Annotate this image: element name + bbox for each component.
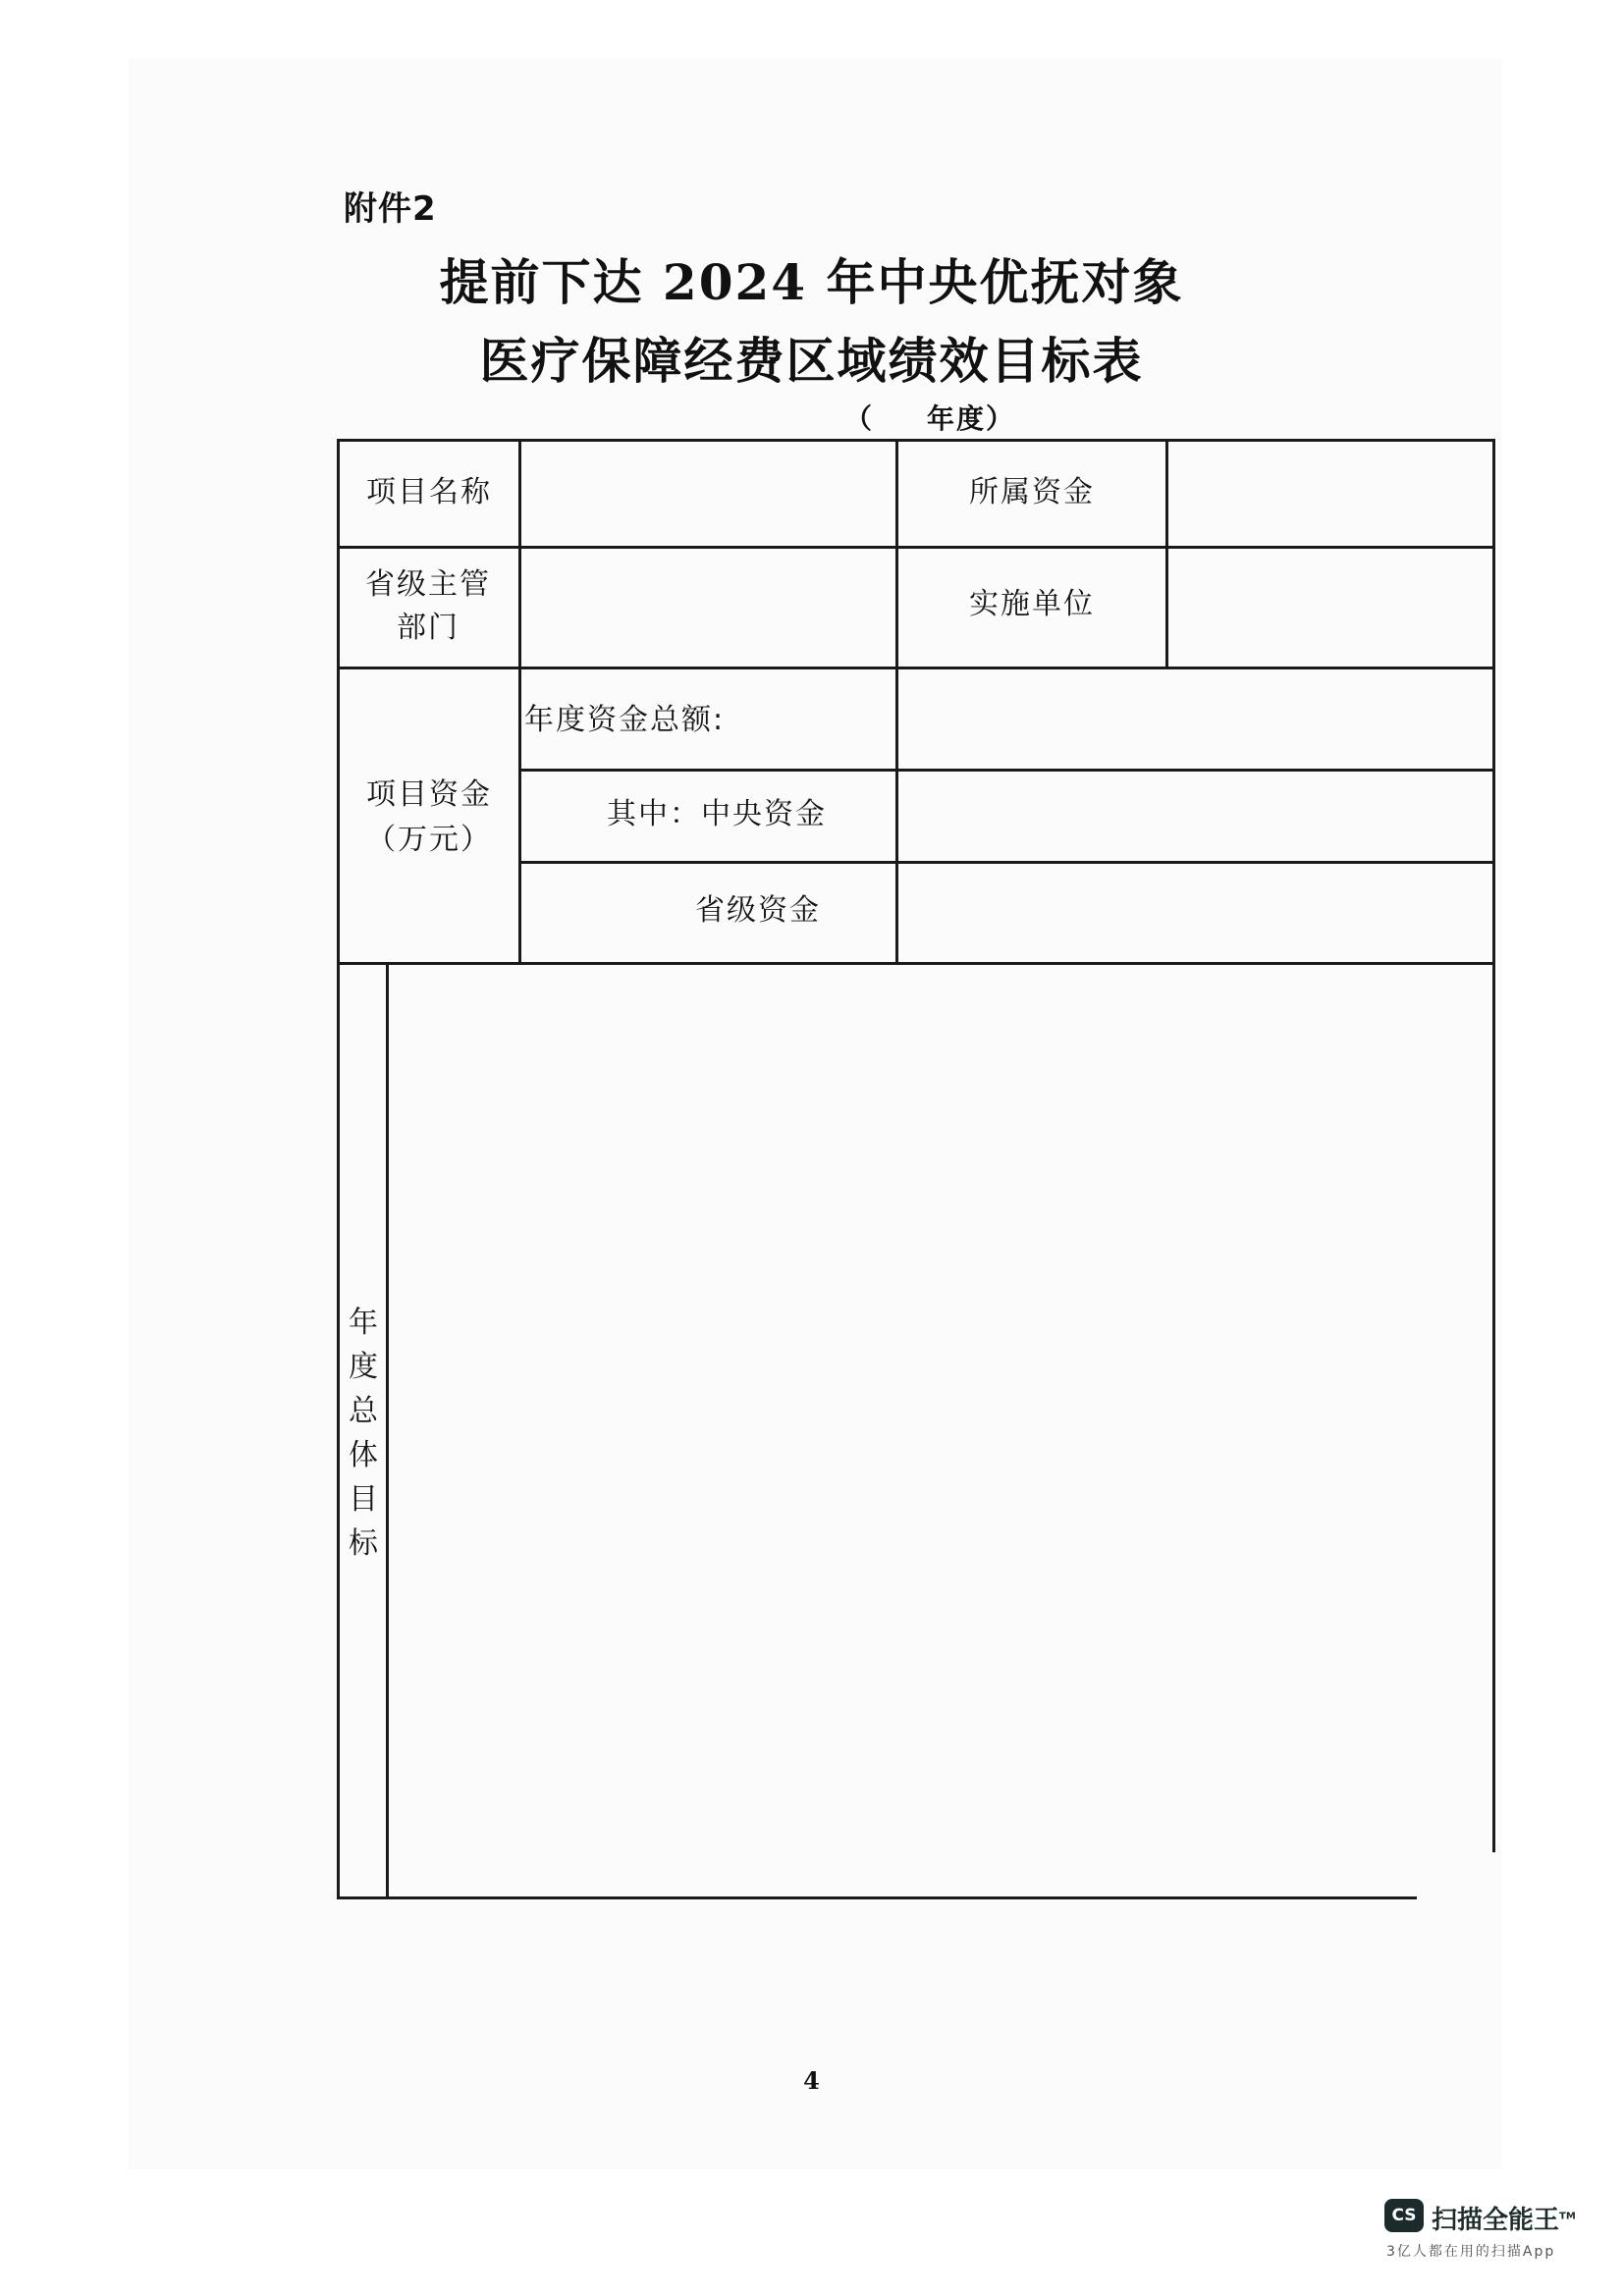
implementing-unit-label: 实施单位 xyxy=(969,587,1095,621)
annual-goal-label: 年度总体目标 xyxy=(349,1306,378,1561)
fund-belongs-label: 所属资金 xyxy=(969,475,1095,509)
provincial-fund-label: 省级资金 xyxy=(695,893,821,928)
table-line-col1 xyxy=(518,439,521,964)
camscanner-logo-icon: CS xyxy=(1384,2199,1424,2232)
watermark-brand xyxy=(1432,2200,1576,2236)
central-fund-label: 其中：中央资金 xyxy=(607,797,827,831)
table-line-col2 xyxy=(895,439,898,964)
table-line-row2 xyxy=(337,667,1495,669)
project-fund-label: 项目资金 xyxy=(366,777,492,812)
project-name-label: 项目名称 xyxy=(366,475,492,509)
attachment-label: 附件2 xyxy=(344,189,437,229)
year-label: 年度） xyxy=(927,402,1016,435)
table-line-bottom xyxy=(337,1896,1417,1899)
year-open-paren: （ xyxy=(844,402,875,435)
document-title-line2: 医疗保障经费区域绩效目标表 xyxy=(479,332,1144,390)
table-line-left xyxy=(337,439,340,1899)
table-line-goal-inner xyxy=(386,962,389,1899)
annual-total-label: 年度资金总额: xyxy=(524,703,726,737)
table-line-right xyxy=(1492,439,1495,1852)
scanner-watermark xyxy=(1384,2199,1581,2268)
page-number: 4 xyxy=(803,2066,820,2095)
table-line-col3 xyxy=(1165,439,1168,668)
provincial-dept-label: 省级主管部门 xyxy=(365,567,491,645)
table-line-row3 xyxy=(337,962,1495,965)
year-line xyxy=(844,398,1015,437)
watermark-brand-name: 扫描全能王 xyxy=(1432,2206,1560,2235)
table-line-top xyxy=(337,439,1495,442)
table-line-fund-sub2 xyxy=(520,861,1495,864)
document-title-line1: 提前下达 2024 年中央优抚对象 xyxy=(439,253,1184,311)
project-fund-unit: （万元） xyxy=(366,823,492,857)
watermark-tagline: 3亿人都在用的扫描App xyxy=(1386,2244,1556,2260)
table-line-row1 xyxy=(337,546,1495,549)
watermark-trademark: TM xyxy=(1559,2211,1576,2222)
table-line-fund-sub1 xyxy=(520,769,1495,772)
